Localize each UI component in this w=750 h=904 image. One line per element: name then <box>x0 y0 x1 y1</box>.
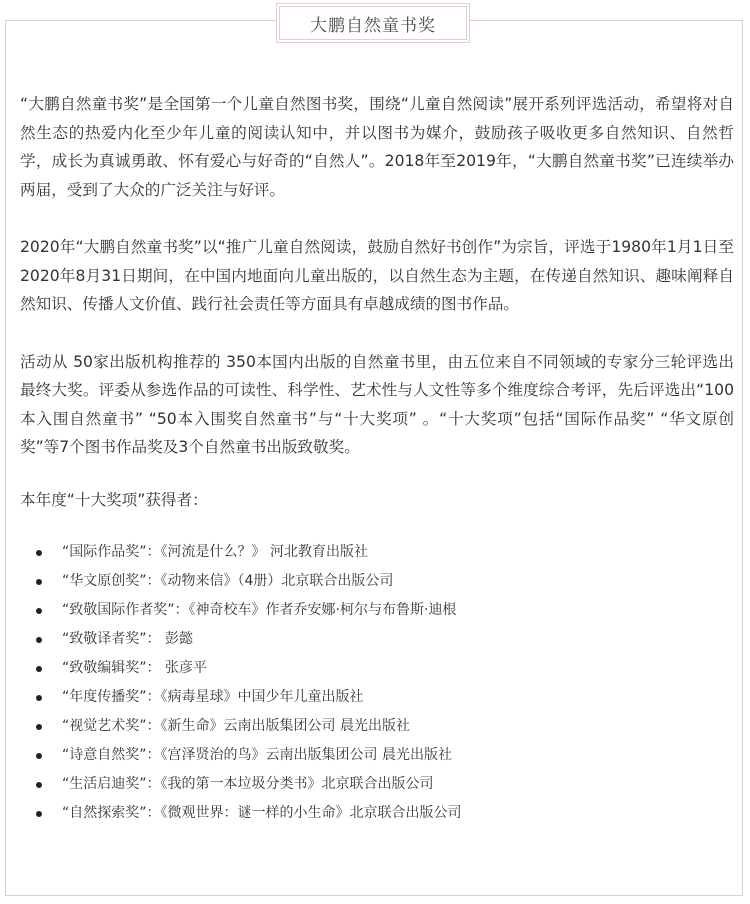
winner-text: “致敬译者奖”： 彭懿 <box>62 631 193 647</box>
title-box <box>276 3 470 43</box>
winner-text: “视觉艺术奖”：《新生命》云南出版集团公司 晨光出版社 <box>62 718 410 734</box>
list-item <box>20 770 734 799</box>
winner-text: “致敬编辑奖”： 张彦平 <box>62 660 207 676</box>
list-item <box>20 538 734 567</box>
list-item <box>20 712 734 741</box>
list-item <box>20 683 734 712</box>
winner-text: “国际作品奖”：《河流是什么？》 河北教育出版社 <box>62 544 368 560</box>
list-item <box>20 596 734 625</box>
list-item <box>20 741 734 770</box>
winner-text: “生活启迪奖”：《我的第一本垃圾分类书》北京联合出版公司 <box>62 776 434 792</box>
bullet-icon <box>36 724 42 730</box>
winner-text: “年度传播奖”：《病毒星球》中国少年儿童出版社 <box>62 689 364 705</box>
winner-text: “华文原创奖”：《动物来信》（4册）北京联合出版公司 <box>62 573 394 589</box>
bullet-icon <box>36 550 42 556</box>
bullet-icon <box>36 782 42 788</box>
bullet-icon <box>36 579 42 585</box>
bullet-icon <box>36 753 42 759</box>
winners-heading: 本年度“十大奖项”获得者： <box>20 490 208 509</box>
bullet-icon <box>36 695 42 701</box>
list-item <box>20 625 734 654</box>
list-item <box>20 654 734 683</box>
winner-text: “诗意自然奖”：《宫泽贤治的鸟》云南出版集团公司 晨光出版社 <box>62 747 452 763</box>
bullet-icon <box>36 608 42 614</box>
winner-text: “自然探索奖”：《微观世界：谜一样的小生命》北京联合出版公司 <box>62 805 462 821</box>
bullet-icon <box>36 811 42 817</box>
page-title: 大鹏自然童书奖 <box>279 6 467 40</box>
paragraph-intro: “大鹏自然童书奖”是全国第一个儿童自然图书奖，围绕“儿童自然阅读”展开系列评选活动，希望将对自然生态的热爱内化至少年儿童的阅读认知中，并以图书为媒介，鼓励孩子吸收更多自然知识、自然哲学，成长为真诚勇敢、怀有爱心与好奇的“自然人”。2018年至2019年，“大鹏自然童书奖”已连续举办两届，受到了大众的广泛关注与好评。 <box>20 95 734 199</box>
bullet-icon <box>36 637 42 643</box>
article-body <box>20 90 734 828</box>
paragraph-process: 活动从 50家出版机构推荐的 350本国内出版的自然童书里，由五位来自不同领域的专家分三轮评选出最终大奖。评委从参选作品的可读性、科学性、艺术性与人文性等多个维度综合考评，先后评选出“100本入围自然童书” “50本入围奖自然童书”与“十大奖项” 。“十大奖项”包括“国际作品奖” “华文原创奖”等7个图书作品奖及3个自然童书出版致敬奖。 <box>20 352 734 456</box>
list-item <box>20 799 734 828</box>
winner-text: “致敬国际作者奖”：《神奇校车》作者乔安娜·柯尔与布鲁斯·迪根 <box>62 602 457 618</box>
winners-list <box>20 538 734 828</box>
bullet-icon <box>36 666 42 672</box>
list-item <box>20 567 734 596</box>
paragraph-purpose: 2020年“大鹏自然童书奖”以“推广儿童自然阅读，鼓励自然好书创作”为宗旨，评选于1980年1月1日至2020年8月31日期间，在中国内地面向儿童出版的，以自然生态为主题，在传递自然知识、趣味阐释自然知识、传播人文价值、践行社会责任等方面具有卓越成绩的图书作品。 <box>20 238 734 313</box>
